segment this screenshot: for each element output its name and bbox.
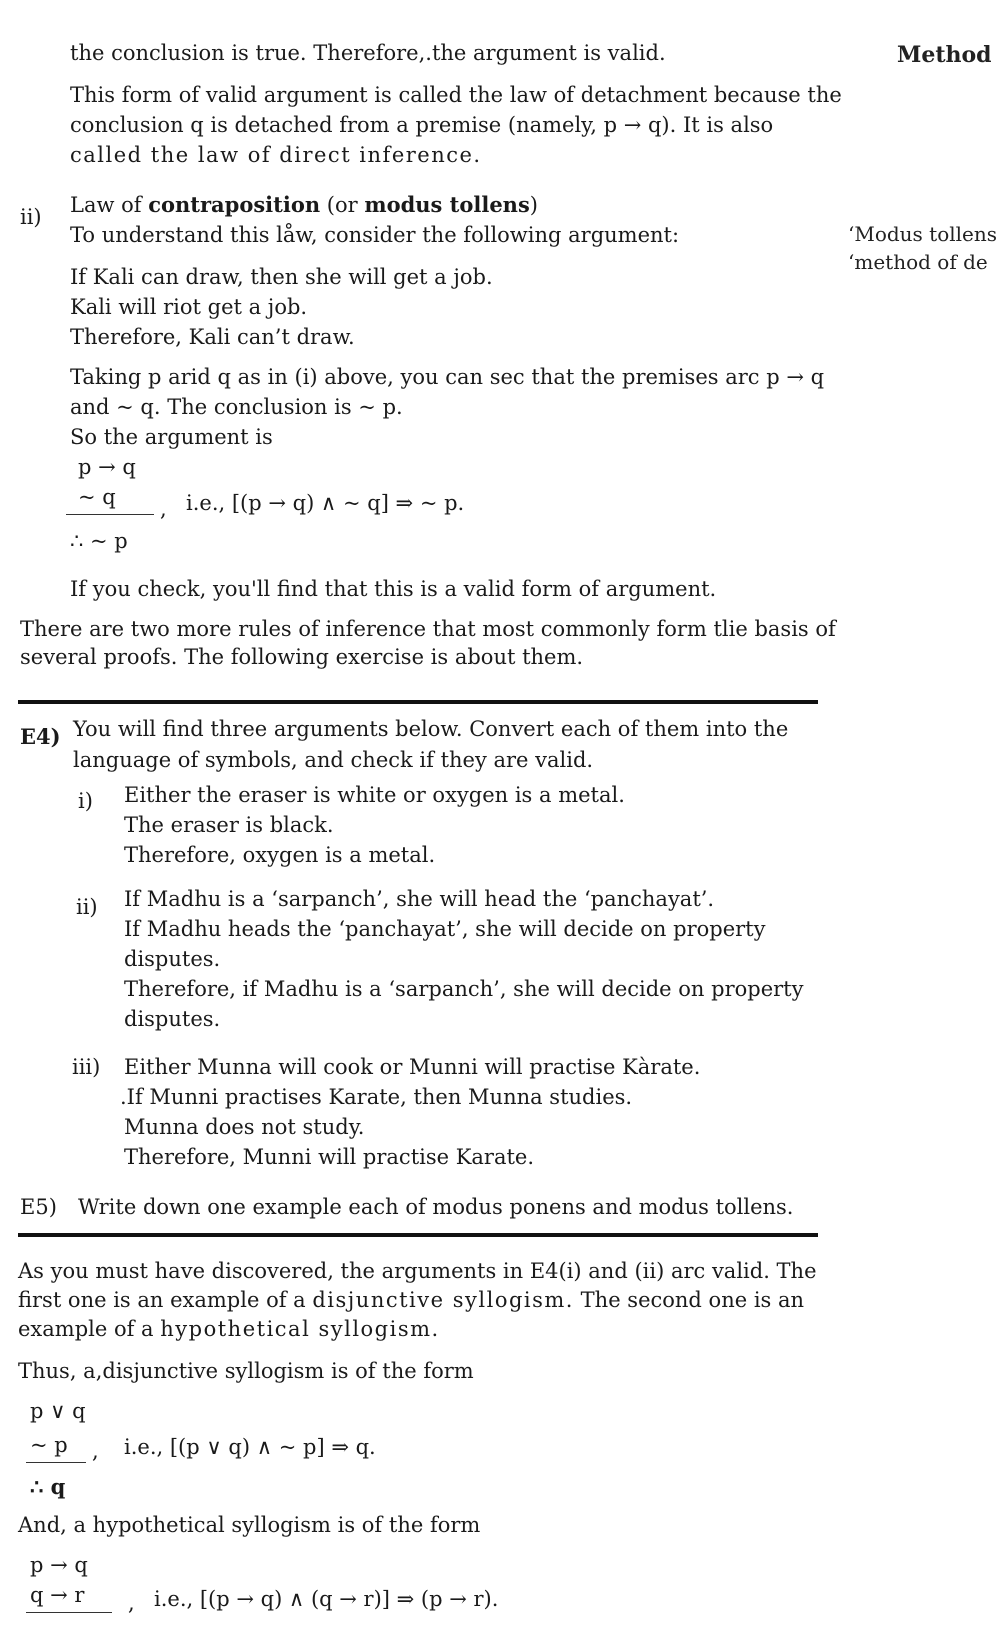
title-bold: modus tollens [364,192,530,217]
form-equivalence: i.e., [(p → q) ∧ (q → r)] ⇒ (p → r). [154,1587,499,1611]
exercise-line: language of symbols, and check if they are valid. [73,748,594,772]
item-line: Therefore, oxygen is a metal. [124,843,436,867]
item-line: .If Munni practises Karate, then Munna studies. [120,1085,633,1109]
explain-line: So the argument is [70,425,273,449]
divider [18,700,818,704]
intro-line: conclusion q is detached from a premise (namely, p → q). It is also [70,113,774,137]
form-underline [26,1612,112,1613]
exercise-line: You will find three arguments below. Convert each of them into the [73,717,789,741]
form-comma: , [128,1591,135,1615]
sidebar-note-line: ‘Modus tollens [848,222,997,246]
form-premise: q → r [30,1583,85,1607]
item-line: If Madhu heads the ‘panchayat’, she will decide on property [124,917,766,941]
item-line: Either Munna will cook or Munni will practise Kàrate. [124,1055,701,1079]
form-premise: ~ q [78,485,116,509]
form-premise: p → q [78,455,136,479]
body-text: example of a [18,1317,161,1341]
body-line: As you must have discovered, the arguments in E4(i) and (ii) arc valid. The [18,1259,817,1283]
divider [18,1233,818,1237]
argument-line: Therefore, Kali can’t draw. [70,325,355,349]
term: disjunctive syllogism. [312,1288,574,1312]
body-text: The second one is an [573,1288,805,1312]
check-line: If you check, you'll find that this is a valid form of argument. [70,577,717,601]
title-text: ) [529,193,538,217]
body-line: And, a hypothetical syllogism is of the form [18,1513,481,1537]
exercise-line: Write down one example each of modus ponens and modus tollens. [78,1195,794,1219]
term: hypothetical syllogism. [160,1317,440,1341]
sidebar-heading: Method [897,42,992,68]
intro-line: the conclusion is true. Therefore,.the argument is valid. [70,41,666,65]
item-marker: ii) [76,895,98,919]
item-line: If Madhu is a ‘sarpanch’, she will head the ‘panchayat’. [124,887,715,911]
item-line: The eraser is black. [124,813,334,837]
item-line: disputes. [124,947,221,971]
form-underline [66,514,154,515]
body-text: first one is an example of a [18,1288,313,1312]
form-equivalence: i.e., [(p ∨ q) ∧ ~ p] ⇒ q. [124,1435,376,1459]
form-underline [26,1462,86,1463]
form-equivalence: i.e., [(p → q) ∧ ~ q] ⇒ ~ p. [186,491,465,515]
item-line: Either the eraser is white or oxygen is a metal. [124,783,625,807]
body-line: several proofs. The following exercise is about them. [20,645,584,669]
form-premise: ~ p [30,1433,68,1457]
form-conclusion: ∴ q [30,1474,66,1499]
item-marker: iii) [72,1055,101,1079]
argument-line: Kali will riot get a job. [70,295,308,319]
section-subtitle: To understand this låw, consider the following argument: [70,223,680,247]
form-comma: , [92,1439,99,1463]
exercise-label: E4) [20,724,61,749]
form-premise: p → q [30,1553,88,1577]
sidebar-note-line: ‘method of de [848,250,988,274]
item-line: disputes. [124,1007,221,1031]
section-marker: ii) [20,205,42,229]
title-bold: contraposition [148,192,321,217]
item-marker: i) [78,789,93,813]
form-conclusion: ∴ ~ p [70,529,128,553]
form-comma: , [160,497,167,521]
item-line: Therefore, if Madhu is a ‘sarpanch’, she will decide on property [124,977,804,1001]
body-line: There are two more rules of inference that most commonly form tlie basis of [20,617,836,641]
body-line: Thus, a,disjunctive syllogism is of the form [18,1359,474,1383]
argument-line: If Kali can draw, then she will get a job. [70,265,493,289]
intro-line: called the law of direct inference. [70,143,482,167]
title-text: Law of [70,193,149,217]
form-premise: p ∨ q [30,1399,86,1423]
body-line [18,1314,440,1344]
item-line: Therefore, Munni will practise Karate. [124,1145,535,1169]
item-line: Munna does not study. [124,1115,365,1139]
exercise-label: E5) [20,1195,57,1219]
explain-line: and ~ q. The conclusion is ~ p. [70,395,403,419]
title-text: (or [320,193,365,217]
section-title [70,190,538,220]
intro-line: This form of valid argument is called the law of detachment because the [70,83,842,107]
body-line [18,1285,804,1315]
explain-line: Taking p arid q as in (i) above, you can sec that the premises arc p → q [70,365,825,389]
